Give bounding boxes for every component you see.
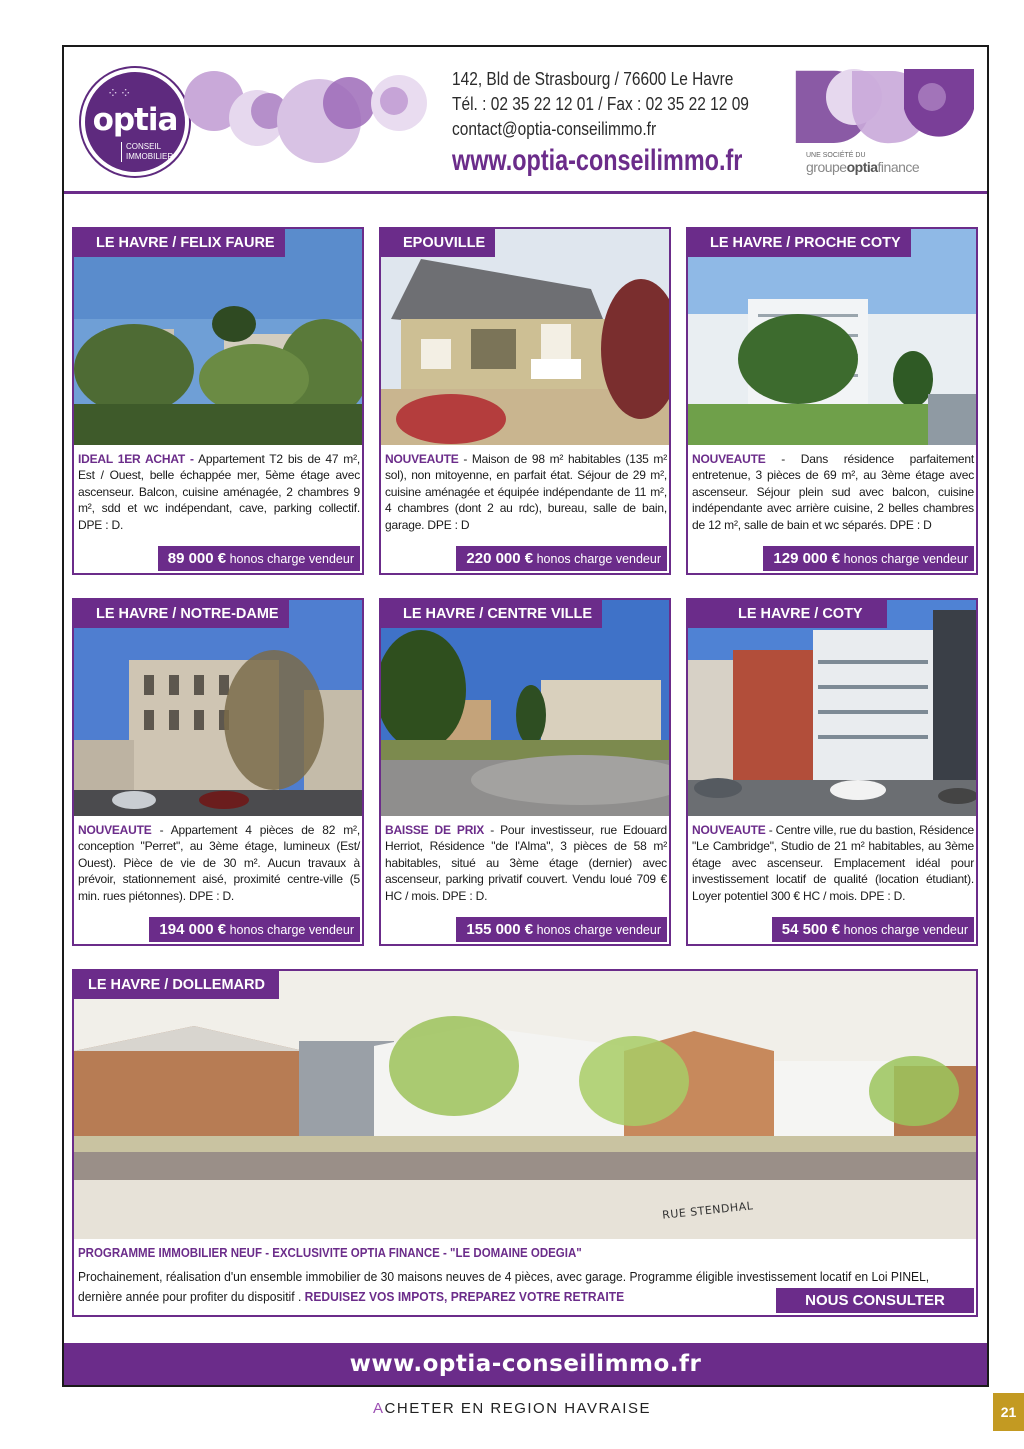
programme-card[interactable] (72, 969, 978, 1317)
listing-photo (381, 229, 669, 445)
listing-location: EPOUVILLE (381, 229, 495, 257)
listing-price: 220 000 € honos charge vendeur (456, 546, 667, 571)
optia-logo[interactable] (81, 68, 189, 176)
programme-title: PROGRAMME IMMOBILIER NEUF - EXCLUSIVITE OPTIA FINANCE - "LE DOMAINE ODEGIA" (78, 1246, 582, 1260)
listing-description: NOUVEAUTE - Maison de 98 m² habitables (135 m² sol), non mitoyenne, en parfait état. Séjour de 29 m², cuisine aménagée et équipée indépendante de 11 m², 4 chambres (dont 2 au rdc), bureau, salle de bain, garage. DPE : D (385, 452, 667, 532)
street-label: RUE STENDHAL (661, 1199, 754, 1222)
listing-price: 129 000 € honos charge vendeur (763, 546, 974, 571)
listing-description: NOUVEAUTE - Dans résidence parfaitement entretenue, 3 pièces de 69 m², au 3ème étage avec ascenseur. Séjour plein sud avec balcon, cuisine indépendante avec arrière cuisine, 2 belles chambres de 12 m², salle de bain et wc séparés. DPE : D (692, 452, 974, 532)
listing-location: LE HAVRE / PROCHE COTY (688, 229, 911, 257)
listing-photo (381, 600, 669, 816)
listing-card[interactable] (379, 598, 671, 946)
listing-photo (74, 229, 362, 445)
footer-website-link[interactable]: www.optia-conseilimmo.fr (64, 1343, 987, 1385)
logo-dots-icon: ⁘⁘ (107, 86, 133, 102)
listing-photo (74, 600, 362, 816)
group-note: UNE SOCIÉTÉ DU (806, 152, 866, 159)
group-optia-finance-logo-icon (792, 67, 977, 147)
programme-rendering (74, 971, 976, 1239)
listing-card[interactable] (686, 227, 978, 575)
section-title: ACHETER EN REGION HAVRAISE (373, 1400, 651, 1417)
agency-phone-fax[interactable]: Tél. : 02 35 22 12 01 / Fax : 02 35 22 12 09 (452, 94, 749, 114)
logo-subtitle: CONSEIL IMMOBILIER (121, 142, 173, 162)
listing-location: LE HAVRE / FELIX FAURE (74, 229, 285, 257)
listing-card[interactable] (686, 598, 978, 946)
agency-website-link[interactable]: www.optia-conseilimmo.fr (452, 144, 743, 177)
listing-price: 155 000 € honos charge vendeur (456, 917, 667, 942)
listing-photo (688, 600, 976, 816)
listing-description: NOUVEAUTE - Appartement 4 pièces de 82 m², conception "Perret", au 3ème étage, lumineux (Est/ Ouest). Pièce de vie de 30 m². Aucun travaux à prévoir, stationnement aisé, proximité centre-ville (5 min. rues piétonnes). DPE : D. (78, 823, 360, 903)
contact-us-button[interactable]: NOUS CONSULTER (776, 1288, 974, 1313)
listing-card[interactable] (72, 227, 364, 575)
listing-card[interactable] (72, 598, 364, 946)
listing-price: 54 500 € honos charge vendeur (772, 917, 974, 942)
programme-location: LE HAVRE / DOLLEMARD (74, 971, 279, 999)
listing-card[interactable] (379, 227, 671, 575)
page-number: 21 (993, 1393, 1024, 1431)
listing-price: 194 000 € honos charge vendeur (149, 917, 360, 942)
agency-address: 142, Bld de Strasbourg / 76600 Le Havre (452, 69, 734, 89)
programme-description: Prochainement, réalisation d'un ensemble immobilier de 30 maisons neuves de 4 pièces, avec garage. Programme éligible investissement locatif en Loi PINEL, dernière année pour profiter du dispositif . REDUISEZ VOS IMPOTS, PREPAREZ VOTRE RETRAITE (78, 1270, 930, 1304)
listing-photo (688, 229, 976, 445)
decorative-bubbles-icon (179, 63, 449, 173)
listing-description: NOUVEAUTE - Centre ville, rue du bastion, Résidence "Le Cambridge", Studio de 21 m² habitables, au 3ème étage avec ascenseur. Emplacement idéal pour investissement locatif de qualité (location étudiant). Loyer potentiel 300 € HC / mois. DPE : D. (692, 823, 974, 903)
contact-block (452, 67, 782, 180)
agency-email[interactable]: contact@optia-conseilimmo.fr (452, 119, 657, 139)
listing-price: 89 000 € honos charge vendeur (158, 546, 360, 571)
listing-description: BAISSE DE PRIX - Pour investisseur, rue Edouard Herriot, Résidence "de l'Alma", 3 pièces de 58 m² habitables, situé au 3ème étage (dernier) avec ascenseur, parking privatif couvert. Vendu loué 709 € HC / mois. DPE : D. (385, 823, 668, 903)
listing-location: LE HAVRE / NOTRE-DAME (74, 600, 289, 628)
agency-header (64, 47, 987, 194)
group-name: groupeoptiafinance (806, 159, 920, 175)
listing-location: LE HAVRE / CENTRE VILLE (381, 600, 602, 628)
listing-location: LE HAVRE / COTY (688, 600, 887, 628)
listing-description: IDEAL 1ER ACHAT - Appartement T2 bis de 47 m², Est / Ouest, belle échappée mer, 5ème étage avec ascenseur. Balcon, cuisine aménagée, 2 chambres 9 m², sdd et wc indépendant, cave, parking collectif. DPE : D. (78, 452, 360, 532)
page-frame (62, 45, 989, 1387)
logo-wordmark: optia (92, 102, 178, 138)
